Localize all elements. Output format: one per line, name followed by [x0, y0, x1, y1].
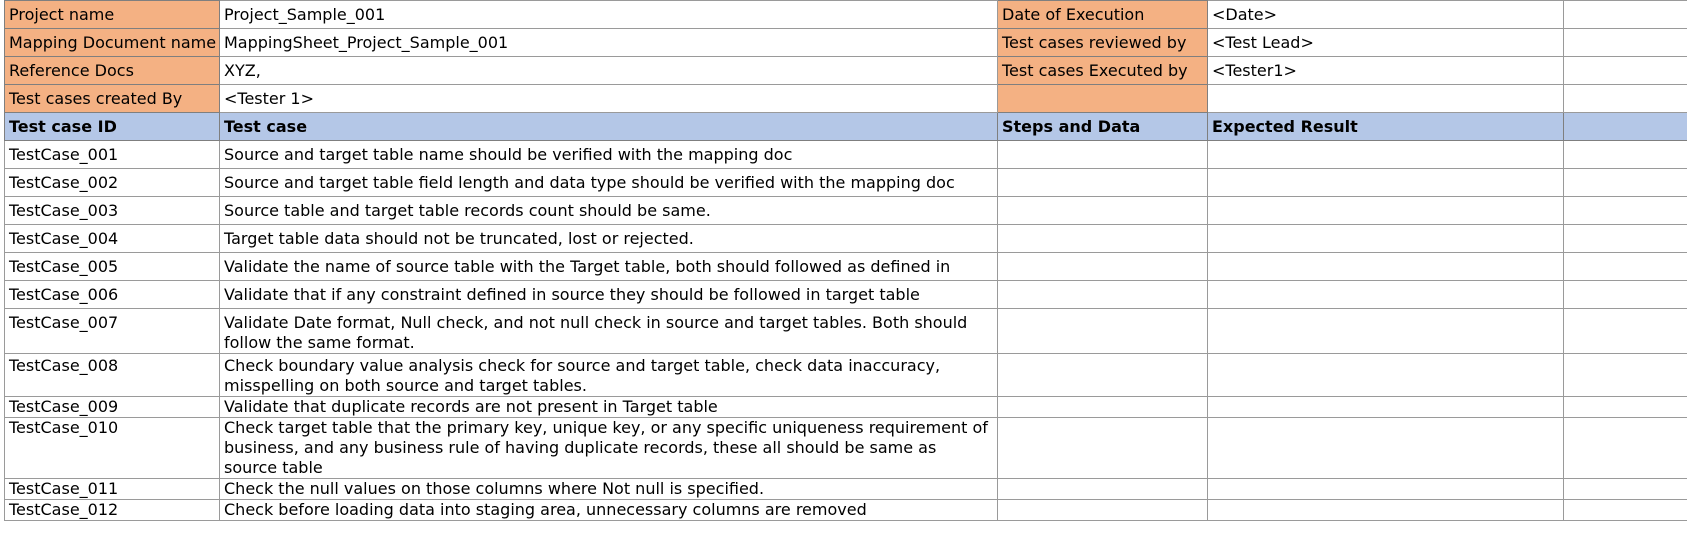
empty-value-cell[interactable]	[1208, 85, 1564, 113]
steps-cell[interactable]	[998, 141, 1208, 169]
empty-cell[interactable]	[1564, 500, 1687, 521]
empty-cell[interactable]	[1564, 197, 1687, 225]
expected-cell[interactable]	[1208, 354, 1564, 397]
empty-cell[interactable]	[1564, 141, 1687, 169]
expected-cell[interactable]	[1208, 141, 1564, 169]
test-case-cell[interactable]: Validate that duplicate records are not present in Target table	[220, 397, 998, 418]
date-of-execution-value[interactable]: <Date>	[1208, 1, 1564, 29]
expected-cell[interactable]	[1208, 225, 1564, 253]
created-by-value[interactable]: <Tester 1>	[220, 85, 998, 113]
expected-cell[interactable]	[1208, 253, 1564, 281]
test-case-cell[interactable]: Validate that if any constraint defined in source they should be followed in target table	[220, 281, 998, 309]
test-case-id-cell[interactable]: TestCase_001	[5, 141, 220, 169]
date-of-execution-label[interactable]: Date of Execution	[998, 1, 1208, 29]
empty-cell[interactable]	[1564, 113, 1687, 141]
meta-row-created-by	[5, 85, 1687, 113]
reviewed-by-label[interactable]: Test cases reviewed by	[998, 29, 1208, 57]
test-case-id-cell[interactable]: TestCase_008	[5, 354, 220, 397]
expected-cell[interactable]	[1208, 418, 1564, 479]
empty-cell[interactable]	[1564, 354, 1687, 397]
test-case-id-cell[interactable]: TestCase_004	[5, 225, 220, 253]
steps-cell[interactable]	[998, 309, 1208, 354]
test-case-cell[interactable]: Check before loading data into staging area, unnecessary columns are removed	[220, 500, 998, 521]
test-case-sheet	[4, 0, 1687, 521]
expected-cell[interactable]	[1208, 479, 1564, 500]
steps-cell[interactable]	[998, 418, 1208, 479]
test-case-id-cell[interactable]: TestCase_011	[5, 479, 220, 500]
steps-cell[interactable]	[998, 197, 1208, 225]
table-row	[5, 197, 1687, 225]
empty-label-cell[interactable]	[998, 85, 1208, 113]
header-test-case-id[interactable]: Test case ID	[5, 113, 220, 141]
header-test-case[interactable]: Test case	[220, 113, 998, 141]
steps-cell[interactable]	[998, 253, 1208, 281]
test-case-cell[interactable]: Check target table that the primary key, unique key, or any specific uniqueness requirement of business, and any business rule of having duplicate records, these all should be same as source table	[220, 418, 998, 479]
test-case-cell[interactable]: Check the null values on those columns where Not null is specified.	[220, 479, 998, 500]
header-steps-and-data[interactable]: Steps and Data	[998, 113, 1208, 141]
project-name-label[interactable]: Project name	[5, 1, 220, 29]
steps-cell[interactable]	[998, 281, 1208, 309]
test-case-id-cell[interactable]: TestCase_007	[5, 309, 220, 354]
test-case-id-cell[interactable]: TestCase_006	[5, 281, 220, 309]
empty-cell[interactable]	[1564, 309, 1687, 354]
expected-cell[interactable]	[1208, 281, 1564, 309]
test-case-id-cell[interactable]: TestCase_005	[5, 253, 220, 281]
empty-cell[interactable]	[1564, 57, 1687, 85]
table-row	[5, 309, 1687, 354]
table-row	[5, 225, 1687, 253]
table-row	[5, 397, 1687, 418]
steps-cell[interactable]	[998, 479, 1208, 500]
empty-cell[interactable]	[1564, 281, 1687, 309]
test-case-id-cell[interactable]: TestCase_003	[5, 197, 220, 225]
test-case-id-cell[interactable]: TestCase_002	[5, 169, 220, 197]
test-case-cell[interactable]: Source and target table field length and data type should be verified with the mapping doc	[220, 169, 998, 197]
created-by-label[interactable]: Test cases created By	[5, 85, 220, 113]
empty-cell[interactable]	[1564, 169, 1687, 197]
empty-cell[interactable]	[1564, 85, 1687, 113]
mapping-document-value[interactable]: MappingSheet_Project_Sample_001	[220, 29, 998, 57]
column-header-row	[5, 113, 1687, 141]
expected-cell[interactable]	[1208, 500, 1564, 521]
test-case-cell[interactable]: Validate the name of source table with the Target table, both should followed as defined in	[220, 253, 998, 281]
meta-row-mapping-doc	[5, 29, 1687, 57]
test-case-cell[interactable]: Validate Date format, Null check, and not null check in source and target tables. Both should follow the same format.	[220, 309, 998, 354]
table-row	[5, 253, 1687, 281]
executed-by-value[interactable]: <Tester1>	[1208, 57, 1564, 85]
empty-cell[interactable]	[1564, 29, 1687, 57]
empty-cell[interactable]	[1564, 397, 1687, 418]
table-row	[5, 281, 1687, 309]
meta-row-reference-docs	[5, 57, 1687, 85]
steps-cell[interactable]	[998, 397, 1208, 418]
test-case-id-cell[interactable]: TestCase_009	[5, 397, 220, 418]
table-row	[5, 500, 1687, 521]
empty-cell[interactable]	[1564, 253, 1687, 281]
table-row	[5, 418, 1687, 479]
meta-row-project-name	[5, 1, 1687, 29]
expected-cell[interactable]	[1208, 309, 1564, 354]
test-case-id-cell[interactable]: TestCase_012	[5, 500, 220, 521]
mapping-document-label[interactable]: Mapping Document name	[5, 29, 220, 57]
project-name-value[interactable]: Project_Sample_001	[220, 1, 998, 29]
reference-docs-label[interactable]: Reference Docs	[5, 57, 220, 85]
executed-by-label[interactable]: Test cases Executed by	[998, 57, 1208, 85]
table-row	[5, 169, 1687, 197]
table-row	[5, 141, 1687, 169]
reviewed-by-value[interactable]: <Test Lead>	[1208, 29, 1564, 57]
test-case-cell[interactable]: Source table and target table records count should be same.	[220, 197, 998, 225]
reference-docs-value[interactable]: XYZ,	[220, 57, 998, 85]
empty-cell[interactable]	[1564, 225, 1687, 253]
header-expected-result[interactable]: Expected Result	[1208, 113, 1564, 141]
empty-cell[interactable]	[1564, 418, 1687, 479]
test-case-cell[interactable]: Check boundary value analysis check for source and target table, check data inaccuracy, misspelling on both source and target tables.	[220, 354, 998, 397]
empty-cell[interactable]	[1564, 1, 1687, 29]
table-row	[5, 354, 1687, 397]
table-row	[5, 479, 1687, 500]
steps-cell[interactable]	[998, 354, 1208, 397]
expected-cell[interactable]	[1208, 397, 1564, 418]
expected-cell[interactable]	[1208, 169, 1564, 197]
test-case-id-cell[interactable]: TestCase_010	[5, 418, 220, 479]
expected-cell[interactable]	[1208, 197, 1564, 225]
steps-cell[interactable]	[998, 500, 1208, 521]
empty-cell[interactable]	[1564, 479, 1687, 500]
test-case-cell[interactable]: Target table data should not be truncated, lost or rejected.	[220, 225, 998, 253]
steps-cell[interactable]	[998, 169, 1208, 197]
steps-cell[interactable]	[998, 225, 1208, 253]
test-case-cell[interactable]: Source and target table name should be verified with the mapping doc	[220, 141, 998, 169]
